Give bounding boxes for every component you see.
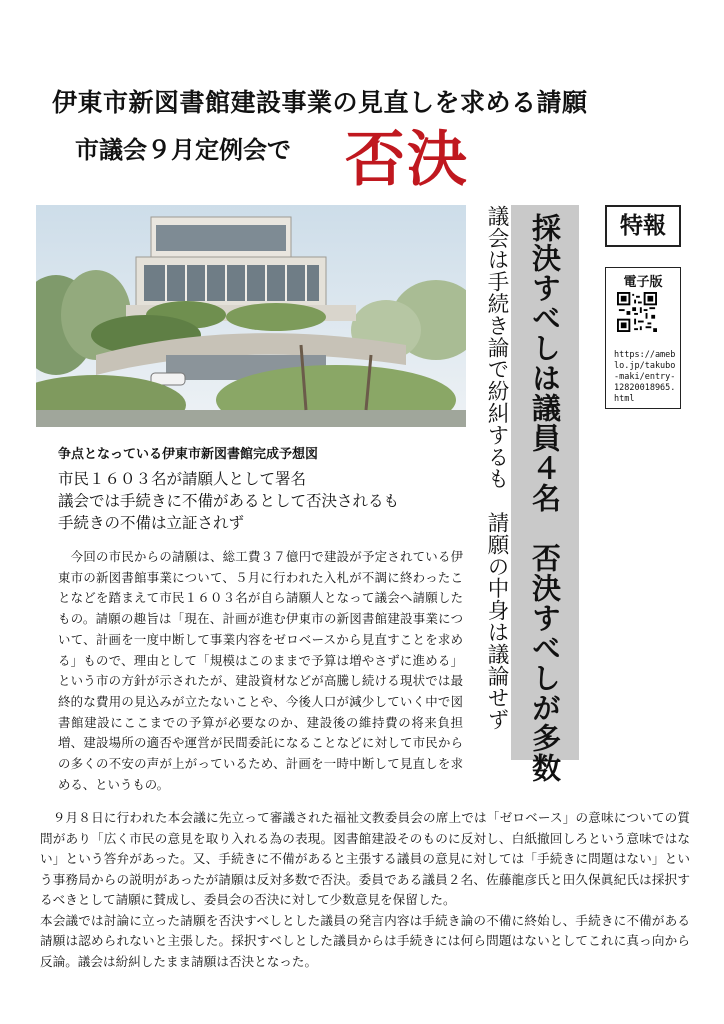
vertical-subheading: 議会は手続き論で紛糾するも 請願の中身は議論せず [484,205,509,731]
lead-line-2: 議会では手続きに不備があるとして否決されるも [58,492,400,510]
digital-edition-label: 電子版 [623,275,663,290]
digital-edition-box [605,267,681,409]
body-paragraph-3: 本会議では討論に立った請願を否決すべしとした議員の発言内容は手続き論の不備に終始し、手続きに不備がある請願は認められないと主張した。採択すべしとした議員からは手続きには何ら問題はないとしてこれに真っ向から反論。議会は紛糾したまま請願は否決となった。 [40,912,690,969]
vertical-heading: 採決すべしは議員４名 否決すべしが多数 [528,213,562,783]
body-paragraph-2: ９月８日に行われた本会議に先立って審議された福祉文教委員会の席上では「ゼロベース」の意味についての質問があり「広く市民の意見を取り入れる為の表現。図書館建設そのものに反対し、白紙撤回しろという意味ではない」という答弁があった。又、手続きに不備があると主張する議員の意見に対しては「手続きに問題はない」という事務局からの説明があったが請願は反対多数で否決。委員である議員２名、佐藤龍彦氏と田久保眞紀氏は採択するべきとして請願に賛成し、委員会の否決に対して少数意見を保留した。 [40,810,690,907]
photo-caption: 争点となっている伊東市新図書館完成予想図 [58,447,319,462]
library-rendering-illustration [36,205,466,427]
headline-sub: 市議会９月定例会で [75,136,291,164]
body-paragraph-1: 今回の市民からの請願は、総工費３７億円で建設が予定されている伊東市の新図書館事業について、５月に行われた入札が不調に終わったことなどを踏まえて市民１６０３名が自ら請願人となって議会へ請願したもの。請願の趣旨は「現在、計画が進む伊東市の新図書館建設事業について、計画を一度中断して事業内容をゼロベースから見直すことを求める」もので、理由として「規模はこのままで予算は増やさずに進める」という市の方針が示されたが、建設資材などが高騰し続ける現状では最終的な費用の見込みが立たないことや、今後人口が減少していく中で図書館建設にここまでの予算が必要なのか、建設後の維持費の将来負担増、建設場所の適否や運営が民間委託になることなどに対して市民からの多くの不安の声が上がっているため、計画を一時中断して見直しを求める、というもの。 [58,549,463,792]
lead-line-3: 手続きの不備は立証されず [58,514,245,532]
lead-line-1: 市民１６０３名が請願人として署名 [58,470,307,488]
headline-verdict: 否決 [345,125,469,195]
tokuho-badge: 特報 [605,205,681,247]
digital-edition-url[interactable]: https://ameblo.jp/takubo-maki/entry-12820018965.html [614,350,676,404]
library-rendering-image [36,205,466,427]
qr-code-icon[interactable] [617,292,657,332]
body-text-wide [40,808,690,972]
headline-main: 伊東市新図書館建設事業の見直しを求める請願 [52,88,588,117]
